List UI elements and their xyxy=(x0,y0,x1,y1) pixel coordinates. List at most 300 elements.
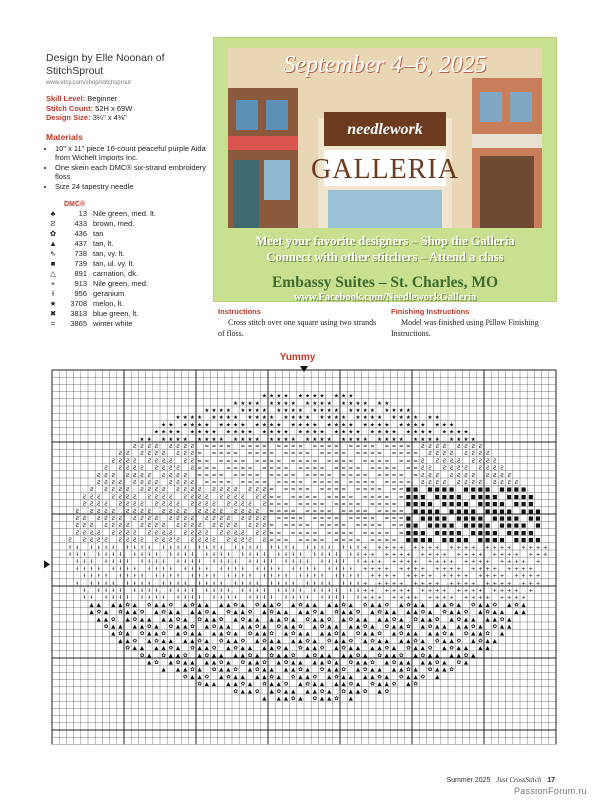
svg-text:▲: ▲ xyxy=(226,602,231,609)
svg-text:=: = xyxy=(276,530,282,537)
svg-text:Ƨ: Ƨ xyxy=(219,494,223,501)
svg-text:=: = xyxy=(298,494,303,501)
svg-text:Ɨ: Ɨ xyxy=(306,566,309,573)
key-color-name: tan, vy. lt. xyxy=(93,249,125,258)
svg-text:★: ★ xyxy=(197,422,203,429)
svg-text:✿: ✿ xyxy=(190,624,195,630)
svg-text:▲: ▲ xyxy=(312,616,317,623)
svg-text:=: = xyxy=(276,480,282,486)
key-dmc-number: 956 xyxy=(74,289,87,298)
svg-text:★: ★ xyxy=(341,436,347,443)
svg-text:✿: ✿ xyxy=(456,616,462,623)
svg-text:▲: ▲ xyxy=(118,638,123,645)
svg-text:=: = xyxy=(377,508,382,515)
page-number: 17 xyxy=(547,777,555,784)
svg-text:Ƨ: Ƨ xyxy=(104,508,108,515)
svg-text:▲: ▲ xyxy=(219,624,224,630)
svg-text:+: + xyxy=(485,595,490,602)
svg-text:✿: ✿ xyxy=(254,667,260,674)
svg-text:=: = xyxy=(233,451,238,458)
svg-text:Ƨ: Ƨ xyxy=(183,458,187,465)
svg-text:★: ★ xyxy=(233,400,239,407)
svg-text:★: ★ xyxy=(319,436,325,443)
svg-text:=: = xyxy=(348,444,354,450)
svg-text:✿: ✿ xyxy=(334,696,339,702)
svg-text:★: ★ xyxy=(283,436,289,443)
svg-text:▲: ▲ xyxy=(269,616,274,623)
svg-text:✿: ✿ xyxy=(398,674,404,681)
svg-text:★: ★ xyxy=(218,415,224,422)
svg-text:+: + xyxy=(413,595,418,602)
svg-text:✿: ✿ xyxy=(434,616,440,623)
svg-text:Ɨ: Ɨ xyxy=(191,573,194,580)
svg-text:+: + xyxy=(449,566,454,573)
svg-text:+: + xyxy=(485,566,490,573)
svg-text:=: = xyxy=(341,458,346,465)
svg-text:▲: ▲ xyxy=(435,652,440,659)
svg-text:Ƨ: Ƨ xyxy=(241,537,245,544)
svg-text:=: = xyxy=(362,530,368,537)
svg-text:+: + xyxy=(442,552,447,558)
spec-size xyxy=(46,113,216,123)
svg-text:▲: ▲ xyxy=(471,631,476,638)
svg-text:Ɨ: Ɨ xyxy=(97,580,100,587)
svg-text:Ɨ: Ɨ xyxy=(277,566,280,573)
svg-text:■: ■ xyxy=(448,494,455,501)
svg-text:★: ★ xyxy=(254,408,260,414)
svg-text:Ƨ: Ƨ xyxy=(183,508,187,515)
svg-text:▲: ▲ xyxy=(247,645,253,652)
svg-text:Ƨ: Ƨ xyxy=(140,516,144,522)
svg-text:=: = xyxy=(254,480,260,486)
svg-text:▲: ▲ xyxy=(161,667,166,674)
svg-text:+: + xyxy=(377,559,382,566)
svg-text:■: ■ xyxy=(463,523,469,530)
svg-text:Ɨ: Ɨ xyxy=(241,566,244,573)
svg-text:=: = xyxy=(290,480,296,486)
svg-text:=: = xyxy=(341,501,346,508)
svg-text:Ɨ: Ɨ xyxy=(357,595,359,602)
svg-text:+: + xyxy=(535,552,541,558)
svg-text:Ƨ: Ƨ xyxy=(154,516,159,522)
svg-text:✿: ✿ xyxy=(384,602,390,609)
svg-text:✿: ✿ xyxy=(463,631,469,638)
svg-text:=: = xyxy=(362,444,368,450)
svg-text:✿: ✿ xyxy=(334,631,339,638)
svg-text:Ɨ: Ɨ xyxy=(126,544,129,551)
svg-text:✿: ✿ xyxy=(211,624,217,630)
svg-text:Ɨ: Ɨ xyxy=(97,552,100,558)
svg-text:▲: ▲ xyxy=(334,645,339,652)
svg-text:▲: ▲ xyxy=(197,674,202,681)
svg-text:▲: ▲ xyxy=(399,616,404,623)
page-footer xyxy=(446,776,555,784)
svg-text:=: = xyxy=(298,501,303,508)
svg-text:Ɨ: Ɨ xyxy=(141,559,143,566)
svg-text:✿: ✿ xyxy=(449,645,454,652)
svg-text:▲: ▲ xyxy=(276,616,281,623)
svg-text:✿: ✿ xyxy=(442,609,447,616)
svg-text:▲: ▲ xyxy=(168,652,173,659)
svg-text:=: = xyxy=(341,523,346,530)
svg-text:▲: ▲ xyxy=(305,602,310,609)
svg-text:▲: ▲ xyxy=(197,631,202,638)
svg-text:+: + xyxy=(427,544,433,551)
svg-text:=: = xyxy=(355,537,361,544)
svg-text:▲: ▲ xyxy=(154,624,159,630)
svg-text:Ƨ: Ƨ xyxy=(118,537,123,544)
svg-text:■: ■ xyxy=(441,537,448,544)
svg-text:=: = xyxy=(413,472,418,479)
svg-text:Ƨ: Ƨ xyxy=(111,472,115,479)
svg-text:Ɨ: Ɨ xyxy=(184,588,187,594)
svg-text:▲: ▲ xyxy=(276,696,281,702)
svg-text:=: = xyxy=(413,458,418,465)
svg-text:Ƨ: Ƨ xyxy=(118,465,123,472)
svg-text:▲: ▲ xyxy=(478,602,483,609)
svg-text:+: + xyxy=(492,588,498,594)
svg-text:Ɨ: Ɨ xyxy=(133,573,136,580)
svg-text:Ƨ: Ƨ xyxy=(421,458,425,465)
svg-text:=: = xyxy=(269,458,274,465)
svg-text:▲: ▲ xyxy=(435,674,440,681)
svg-text:=: = xyxy=(226,444,231,450)
key-color-name: tan xyxy=(93,229,104,238)
svg-text:Ƨ: Ƨ xyxy=(154,451,159,458)
svg-text:Ɨ: Ɨ xyxy=(198,544,201,551)
svg-text:▲: ▲ xyxy=(298,681,303,688)
svg-text:Ɨ: Ɨ xyxy=(205,544,208,551)
svg-text:Ƨ: Ƨ xyxy=(241,530,245,537)
svg-text:+: + xyxy=(406,566,411,573)
key-symbol: △ xyxy=(50,269,56,278)
svg-text:✿: ✿ xyxy=(161,609,166,616)
svg-text:Ɨ: Ɨ xyxy=(205,573,208,580)
svg-text:Ƨ: Ƨ xyxy=(212,508,216,515)
svg-text:★: ★ xyxy=(269,393,275,400)
svg-text:Ɨ: Ɨ xyxy=(177,544,179,551)
svg-text:▲: ▲ xyxy=(247,667,253,674)
svg-text:✿: ✿ xyxy=(377,631,382,638)
svg-text:Ƨ: Ƨ xyxy=(133,458,137,465)
svg-text:=: = xyxy=(233,458,238,465)
svg-text:Ƨ: Ƨ xyxy=(82,516,87,522)
svg-text:★: ★ xyxy=(283,393,289,400)
svg-text:✿: ✿ xyxy=(348,638,354,645)
svg-text:★: ★ xyxy=(355,429,361,436)
svg-text:Ɨ: Ɨ xyxy=(112,580,115,587)
svg-text:✿: ✿ xyxy=(154,638,159,645)
svg-text:Ƨ: Ƨ xyxy=(118,480,123,486)
svg-text:▲: ▲ xyxy=(226,667,231,674)
svg-text:★: ★ xyxy=(261,393,267,400)
svg-text:Ɨ: Ɨ xyxy=(141,573,143,580)
svg-text:Ƨ: Ƨ xyxy=(248,487,252,494)
svg-text:Ɨ: Ɨ xyxy=(97,573,100,580)
svg-text:★: ★ xyxy=(449,422,455,429)
svg-text:▲: ▲ xyxy=(355,616,361,623)
svg-text:▲: ▲ xyxy=(312,602,317,609)
svg-text:✿: ✿ xyxy=(103,624,109,630)
svg-text:▲: ▲ xyxy=(298,631,303,638)
svg-text:+: + xyxy=(434,588,440,594)
svg-text:■: ■ xyxy=(477,530,484,537)
svg-text:▲: ▲ xyxy=(348,645,353,652)
svg-text:■: ■ xyxy=(448,501,455,508)
svg-text:=: = xyxy=(247,444,253,450)
svg-text:✿: ✿ xyxy=(254,602,260,609)
svg-text:▲: ▲ xyxy=(240,645,245,652)
svg-text:=: = xyxy=(355,523,361,530)
svg-text:■: ■ xyxy=(456,494,462,501)
svg-text:Ƨ: Ƨ xyxy=(75,523,79,530)
svg-text:■: ■ xyxy=(528,516,534,522)
svg-text:Ɨ: Ɨ xyxy=(162,573,165,580)
svg-text:★: ★ xyxy=(240,429,246,436)
designer-url[interactable]: www.etsy.com/shop/stitchsprout xyxy=(46,80,131,86)
svg-text:★: ★ xyxy=(427,415,433,422)
svg-text:■: ■ xyxy=(427,508,433,515)
svg-text:▲: ▲ xyxy=(276,638,281,645)
svg-text:Ɨ: Ɨ xyxy=(83,559,86,566)
svg-text:Ƨ: Ƨ xyxy=(449,458,454,465)
svg-text:★: ★ xyxy=(398,422,404,429)
svg-text:Ɨ: Ɨ xyxy=(227,566,230,573)
svg-text:■: ■ xyxy=(477,501,484,508)
svg-text:▲: ▲ xyxy=(175,631,181,638)
svg-text:Ƨ: Ƨ xyxy=(111,494,115,501)
svg-text:Ɨ: Ɨ xyxy=(69,544,71,551)
spec-label: Design Size: xyxy=(46,113,91,122)
svg-text:▲: ▲ xyxy=(478,631,483,638)
svg-text:▲: ▲ xyxy=(413,667,418,674)
svg-text:▲: ▲ xyxy=(442,645,447,652)
svg-text:★: ★ xyxy=(398,408,404,414)
svg-text:▲: ▲ xyxy=(154,631,159,638)
svg-text:Ƨ: Ƨ xyxy=(262,516,267,522)
svg-text:=: = xyxy=(269,537,274,544)
svg-text:▲: ▲ xyxy=(341,638,346,645)
svg-text:Ƨ: Ƨ xyxy=(226,494,231,501)
svg-text:■: ■ xyxy=(535,537,541,544)
svg-text:▲: ▲ xyxy=(204,681,209,688)
svg-text:✿: ✿ xyxy=(118,631,123,638)
svg-text:▲: ▲ xyxy=(499,609,505,616)
svg-text:Ɨ: Ɨ xyxy=(155,566,158,573)
key-symbol: ■ xyxy=(50,259,56,268)
svg-text:✿: ✿ xyxy=(326,616,332,623)
svg-text:+: + xyxy=(492,580,498,587)
svg-text:▲: ▲ xyxy=(291,660,296,666)
svg-text:+: + xyxy=(377,595,382,602)
svg-text:▲: ▲ xyxy=(478,645,483,652)
svg-text:★: ★ xyxy=(319,400,325,407)
svg-text:=: = xyxy=(305,508,310,515)
svg-text:✿: ✿ xyxy=(463,652,469,659)
svg-text:=: = xyxy=(341,465,346,472)
svg-text:+: + xyxy=(427,580,433,587)
svg-text:=: = xyxy=(391,508,397,515)
svg-text:=: = xyxy=(362,472,368,479)
svg-text:■: ■ xyxy=(535,508,541,515)
svg-text:■: ■ xyxy=(405,501,412,508)
svg-text:✿: ✿ xyxy=(355,652,361,659)
svg-text:▲: ▲ xyxy=(507,616,512,623)
svg-text:+: + xyxy=(499,544,505,551)
svg-text:+: + xyxy=(406,588,411,594)
svg-text:Ƨ: Ƨ xyxy=(262,494,267,501)
svg-text:Ƨ: Ƨ xyxy=(154,458,159,465)
svg-text:+: + xyxy=(384,552,390,558)
svg-text:Ƨ: Ƨ xyxy=(75,530,79,537)
svg-text:▲: ▲ xyxy=(291,667,296,674)
svg-text:▲: ▲ xyxy=(456,624,461,630)
svg-text:=: = xyxy=(326,480,332,486)
svg-text:▲: ▲ xyxy=(334,638,339,645)
svg-text:Ɨ: Ɨ xyxy=(285,595,287,602)
svg-text:Ƨ: Ƨ xyxy=(140,472,144,479)
svg-text:=: = xyxy=(204,472,210,479)
svg-text:Ɨ: Ɨ xyxy=(105,588,107,594)
svg-text:▲: ▲ xyxy=(305,645,310,652)
svg-text:=: = xyxy=(334,516,339,522)
svg-text:Ɨ: Ɨ xyxy=(357,573,359,580)
svg-text:★: ★ xyxy=(377,436,383,443)
svg-text:Ɨ: Ɨ xyxy=(90,566,93,573)
svg-text:■: ■ xyxy=(441,530,448,537)
svg-text:=: = xyxy=(391,501,397,508)
svg-text:Ɨ: Ɨ xyxy=(285,580,287,587)
svg-text:Ɨ: Ɨ xyxy=(335,566,338,573)
svg-text:=: = xyxy=(197,472,202,479)
svg-text:+: + xyxy=(413,544,418,551)
svg-text:★: ★ xyxy=(305,436,311,443)
svg-text:=: = xyxy=(377,530,382,537)
svg-text:★: ★ xyxy=(297,408,303,414)
svg-text:■: ■ xyxy=(463,501,469,508)
svg-text:Ƨ: Ƨ xyxy=(104,472,108,479)
svg-text:Ƨ: Ƨ xyxy=(176,508,180,515)
svg-text:=: = xyxy=(341,487,346,494)
svg-text:Ƨ: Ƨ xyxy=(140,537,144,544)
svg-text:★: ★ xyxy=(398,436,404,443)
needlework-galleria-ad[interactable] xyxy=(213,37,557,302)
svg-text:▲: ▲ xyxy=(485,638,490,645)
svg-text:★: ★ xyxy=(189,429,195,436)
svg-text:✿: ✿ xyxy=(276,602,282,609)
svg-text:+: + xyxy=(528,552,534,558)
svg-text:▲: ▲ xyxy=(219,602,224,609)
svg-text:=: = xyxy=(398,480,404,486)
svg-text:=: = xyxy=(384,537,390,544)
svg-text:Ƨ: Ƨ xyxy=(147,451,151,458)
svg-text:=: = xyxy=(362,494,368,501)
svg-text:=: = xyxy=(334,487,339,494)
svg-text:★: ★ xyxy=(197,429,203,436)
svg-text:+: + xyxy=(470,580,476,587)
svg-text:Ƨ: Ƨ xyxy=(111,516,115,522)
svg-text:=: = xyxy=(355,508,361,515)
svg-text:★: ★ xyxy=(312,436,318,443)
svg-text:▲: ▲ xyxy=(211,609,217,616)
svg-text:=: = xyxy=(370,537,375,544)
svg-text:+: + xyxy=(535,573,541,580)
svg-text:★: ★ xyxy=(290,436,296,443)
svg-text:Ɨ: Ɨ xyxy=(306,544,309,551)
svg-text:▲: ▲ xyxy=(233,638,238,645)
svg-text:Ƨ: Ƨ xyxy=(133,508,137,515)
key-dmc-number: 437 xyxy=(74,239,87,248)
svg-text:★: ★ xyxy=(348,400,354,407)
ad-tagline-2: Connect with other stitchers – Attend a class xyxy=(266,250,504,264)
svg-text:★: ★ xyxy=(276,400,282,407)
svg-text:▲: ▲ xyxy=(125,609,130,616)
svg-text:+: + xyxy=(463,580,469,587)
svg-text:▲: ▲ xyxy=(427,631,433,638)
svg-text:Ƨ: Ƨ xyxy=(226,523,231,530)
svg-text:Ƨ: Ƨ xyxy=(133,472,137,479)
svg-text:▲: ▲ xyxy=(327,624,332,630)
svg-text:▲: ▲ xyxy=(327,631,332,638)
svg-text:★: ★ xyxy=(355,408,361,414)
svg-text:Ɨ: Ɨ xyxy=(335,552,338,558)
svg-text:✿: ✿ xyxy=(211,667,217,674)
svg-text:✿: ✿ xyxy=(269,652,274,659)
svg-text:+: + xyxy=(370,573,375,580)
svg-text:▲: ▲ xyxy=(168,609,173,616)
svg-text:Ɨ: Ɨ xyxy=(205,566,208,573)
svg-text:✿: ✿ xyxy=(161,631,166,638)
svg-text:▲: ▲ xyxy=(363,638,368,645)
svg-text:▲: ▲ xyxy=(305,667,310,674)
svg-text:+: + xyxy=(456,552,462,558)
svg-text:▲: ▲ xyxy=(485,645,490,652)
svg-text:▲: ▲ xyxy=(355,681,361,688)
svg-text:▲: ▲ xyxy=(168,660,173,666)
svg-text:Ƨ: Ƨ xyxy=(233,508,238,515)
svg-text:Ƨ: Ƨ xyxy=(190,537,195,544)
svg-text:✿: ✿ xyxy=(283,681,289,688)
svg-text:Ɨ: Ɨ xyxy=(270,595,273,602)
svg-text:Ƨ: Ƨ xyxy=(255,508,259,515)
svg-text:=: = xyxy=(355,465,361,472)
svg-text:★: ★ xyxy=(362,408,368,414)
svg-text:=: = xyxy=(269,494,274,501)
svg-text:=: = xyxy=(319,501,325,508)
svg-text:★: ★ xyxy=(348,436,354,443)
svg-text:=: = xyxy=(290,487,296,494)
svg-text:▲: ▲ xyxy=(413,652,418,659)
svg-text:✿: ✿ xyxy=(413,616,418,623)
svg-text:=: = xyxy=(269,530,274,537)
svg-text:=: = xyxy=(283,487,289,494)
svg-text:=: = xyxy=(355,480,361,486)
svg-text:=: = xyxy=(377,458,382,465)
svg-text:Ƨ: Ƨ xyxy=(183,472,187,479)
svg-text:✿: ✿ xyxy=(182,674,188,681)
ad-facebook-link[interactable]: www.Facebook.com/NeedleworkGalleria xyxy=(293,292,477,302)
svg-text:=: = xyxy=(384,472,390,479)
svg-text:+: + xyxy=(427,573,433,580)
svg-text:▲: ▲ xyxy=(406,609,411,616)
svg-text:Ƨ: Ƨ xyxy=(140,480,144,486)
svg-text:Ɨ: Ɨ xyxy=(220,544,223,551)
svg-text:■: ■ xyxy=(506,494,512,501)
materials-title: Materials xyxy=(46,131,83,142)
svg-text:✿: ✿ xyxy=(283,660,289,666)
svg-text:▲: ▲ xyxy=(276,609,281,616)
svg-text:▲: ▲ xyxy=(485,616,490,623)
